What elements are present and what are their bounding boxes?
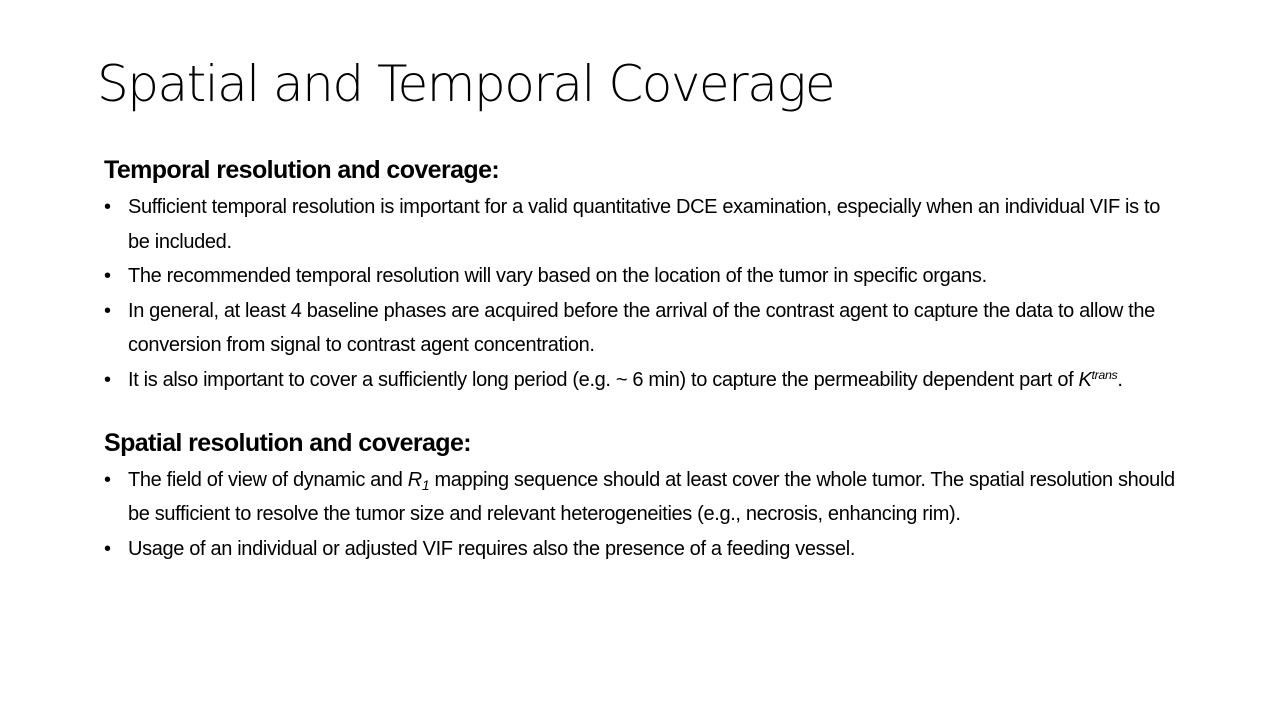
bullet-text: It is also important to cover a sufficiently long period (e.g. ~ 6 min) to capture the permeability dependent part of <box>128 368 1079 391</box>
bullet-text: Usage of an individual or adjusted VIF requires also the presence of a feeding vessel. <box>128 537 856 560</box>
bullet-text: In general, at least 4 baseline phases are acquired before the arrival of the contrast agent to capture the data to allow the conversion from signal to contrast agent concentration. <box>128 299 1155 357</box>
r1-symbol: R <box>407 468 422 491</box>
bullet-glyph: • <box>104 196 111 218</box>
bullet-glyph: • <box>104 299 111 322</box>
spatial-bullet-list <box>104 463 1176 567</box>
section-spacer <box>104 398 1176 425</box>
slide-content <box>104 152 1176 566</box>
bullet-item <box>104 259 1176 294</box>
spatial-heading: Spatial resolution and coverage: <box>104 428 472 457</box>
bullet-glyph: • <box>104 265 111 288</box>
bullet-tail: . <box>1117 368 1123 391</box>
bullet-text-continued: mapping sequence should at least cover the whole tumor. The spatial resolution should be sufficient to resolve the tumor size and relevant heterogeneities (e.g., necrosis, enhancing rim). <box>128 468 1175 526</box>
bullet-text: Sufficient temporal resolution is important for a valid quantitative DCE examination, especially when an individual VIF is to be included. <box>128 196 1160 253</box>
bullet-text: The field of view of dynamic and <box>128 468 408 491</box>
slide-title: Spatial and Temporal Coverage <box>97 55 835 113</box>
bullet-glyph: • <box>104 468 111 491</box>
temporal-bullet-list <box>104 190 1176 398</box>
ktrans-symbol: K <box>1078 368 1092 391</box>
bullet-glyph: • <box>104 537 111 560</box>
bullet-item-ktrans <box>104 363 1176 398</box>
ktrans-superscript: trans <box>1091 368 1118 383</box>
bullet-text: The recommended temporal resolution will vary based on the location of the tumor in specific organs. <box>128 265 987 288</box>
bullet-item <box>104 190 1176 259</box>
bullet-item <box>104 532 1176 567</box>
bullet-glyph: • <box>104 368 111 391</box>
bullet-item <box>104 294 1176 363</box>
temporal-heading: Temporal resolution and coverage: <box>104 156 500 184</box>
spatial-section <box>104 425 1176 567</box>
temporal-section <box>104 152 1176 398</box>
bullet-item-r1 <box>104 463 1176 532</box>
r1-subscript: 1 <box>421 476 430 493</box>
